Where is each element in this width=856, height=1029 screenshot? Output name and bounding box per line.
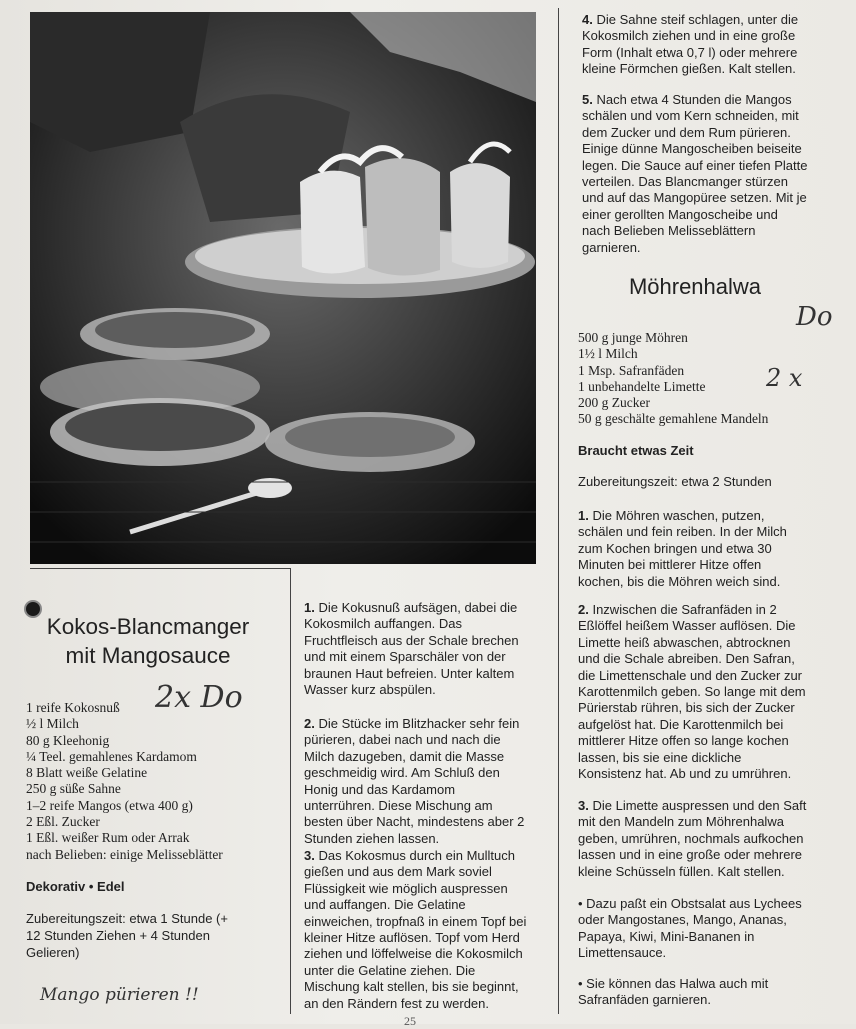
step-number: 3. [578,798,589,813]
ingredient-list-blancmanger [26,700,223,863]
handwritten-note-2x-do: 2x Do [155,680,243,715]
handwritten-note-bottom: Mango pürieren !! [40,985,199,1005]
ingredient-item: 1–2 reife Mangos (etwa 400 g) [26,797,193,813]
step-2-moehrenhalwa [578,602,808,782]
recipe-title-blancmanger: Kokos-Blancmanger mit Mangosauce [46,614,250,668]
handwritten-note-do: Do [796,302,833,332]
ingredient-item: ¼ Teel. gemahlenes Kardamom [26,748,197,764]
ingredient-item: 2 Eßl. Zucker [26,814,100,830]
blancmanger-photo [30,12,536,564]
photo-illustration [30,12,536,564]
ingredient-item: 1 unbehandelte Limette [578,378,706,394]
step-3-blancmanger [304,848,530,1012]
step-number: 2. [578,602,589,617]
ingredient-item: 8 Blatt weiße Gelatine [26,765,148,781]
tip-fruit-salad: • Dazu paßt ein Obstsalat aus Lychees oder Mangostanes, Mango, Ananas, Papaya, Kiwi, Mini-Bananen in Limettensauce. [578,896,802,961]
step-number: 5. [582,92,593,107]
ingredient-item: 1 Eßl. weißer Rum oder Arrak [26,830,190,846]
ingredient-item: nach Belieben: einige Melisseblätter [26,846,223,862]
ingredient-item: 1½ l Milch [578,346,638,362]
step-number: 3. [304,848,315,863]
recipe-title-moehrenhalwa: Möhrenhalwa [628,274,762,299]
ingredient-list-moehrenhalwa [578,330,768,428]
step-3-moehrenhalwa [578,798,808,880]
step-number: 4. [582,12,593,27]
page-number: 25 [404,1014,416,1028]
prep-time-moehrenhalwa: Zubereitungszeit: etwa 2 Stunden [578,474,772,489]
ingredient-item: ½ l Milch [26,716,79,732]
right-column-divider [558,8,559,1014]
step-text: Die Kokusnuß aufsägen, dabei die Kokosmilch auffangen. Das Fruchtfleisch aus der Schale brechen und mit einem Sparschäler von der braunen Haut befreien. Unter kaltem Wasser kurz abspülen. [304,600,519,698]
ingredient-item: 250 g süße Sahne [26,781,121,797]
ingredient-item: 80 g Kleehonig [26,732,110,748]
ingredient-item: 500 g junge Möhren [578,330,688,345]
step-text: Die Limette auspressen und den Saft mit den Mandeln zum Möhrenhalwa geben, umrühren, nochmals aufkochen lassen und in eine große oder mehrere kleine Schüsseln füllen. Kalt stellen. [578,798,807,879]
step-text: Die Möhren waschen, putzen, schälen und fein reiben. In der Milch zum Kochen bringen und etwa 30 Minuten bei mittlerer Hitze offen kochen, bis die Möhren weich sind. [578,508,787,589]
step-text: Inzwischen die Safranfäden in 2 Eßlöffel heißem Wasser auflösen. Die Limette heiß abwaschen, abtrocknen und die Schale abreiben. Den Safran, die Limettenschale und den Zucker zur Karottenmilch geben. So lange mit dem Pürierstab rühren, bis sich der Zucker aufgelöst hat. Die Karottenmilch bei mittlerer Hitze offen so lange kochen lassen, bis sie eine dickliche Konsistenz hat. Ab und zu umrühren. [578,602,806,782]
photo-bottom-rule [30,568,290,569]
step-4-blancmanger [582,12,802,78]
step-text: Die Sahne steif schlagen, unter die Kokosmilch ziehen und in eine große Form (Inhalt etwa 0,7 l) oder mehrere kleine Förmchen gießen. Kalt stellen. [582,12,799,77]
step-number: 1. [578,508,589,523]
step-5-blancmanger [582,92,808,256]
step-1-moehrenhalwa [578,508,806,590]
step-text: Nach etwa 4 Stunden die Mangos schälen und vom Kern schneiden, mit dem Zucker und dem Rum pürieren. Einige dünne Mangoscheiben beiseite legen. Die Sauce auf einer tiefen Platte verteilen. Das Blancmanger stürzen und auf das Mangopüree setzen. Mit je einer gerollten Mangoscheibe und nach Belieben Melisseblättern garnieren. [582,92,808,255]
ingredient-item: 50 g geschälte gemahlene Mandeln [578,411,769,427]
step-1-blancmanger [304,600,526,698]
handwritten-note-2x: 2 x [766,364,803,392]
ingredient-item: 200 g Zucker [578,395,650,411]
prep-time-blancmanger: Zubereitungszeit: etwa 1 Stunde (+ 12 Stunden Ziehen + 4 Stunden Gelieren) [26,911,228,960]
step-text: Das Kokosmus durch ein Mulltuch gießen und aus dem Mark soviel Flüssigkeit wie möglich auspressen und auffangen. Die Gelatine einweichen, tropfnaß in einem Topf bei kleiner Hitze auflösen. Topf vom Herd ziehen und löffelweise die Kokosmilch unter die Gelatine ziehen. Die Mischung kalt stellen, bis sie beginnt, an den Rändern fest zu werden. [304,848,527,1011]
ingredient-item: 1 Msp. Safranfäden [578,362,685,378]
step-number: 1. [304,600,315,615]
step-number: 2. [304,716,315,731]
category-label-moehrenhalwa: Braucht etwas Zeit [578,443,694,458]
step-2-blancmanger [304,716,526,847]
step-text: Die Stücke im Blitzhacker sehr fein pürieren, dabei nach und nach die Milch dazugeben, damit die Masse geschmeidig wird. Am Schluß den Honig und das Kardamom unterrühren. Diese Mischung am besten über Nacht, mindestens aber 2 Stunden ziehen lassen. [304,716,525,846]
ingredient-item: 1 reife Kokosnuß [26,700,120,715]
tip-saffron-garnish: • Sie können das Halwa auch mit Safranfäden garnieren. [578,976,769,1008]
category-label-blancmanger: Dekorativ • Edel [26,879,125,894]
middle-column-divider [290,568,291,1014]
